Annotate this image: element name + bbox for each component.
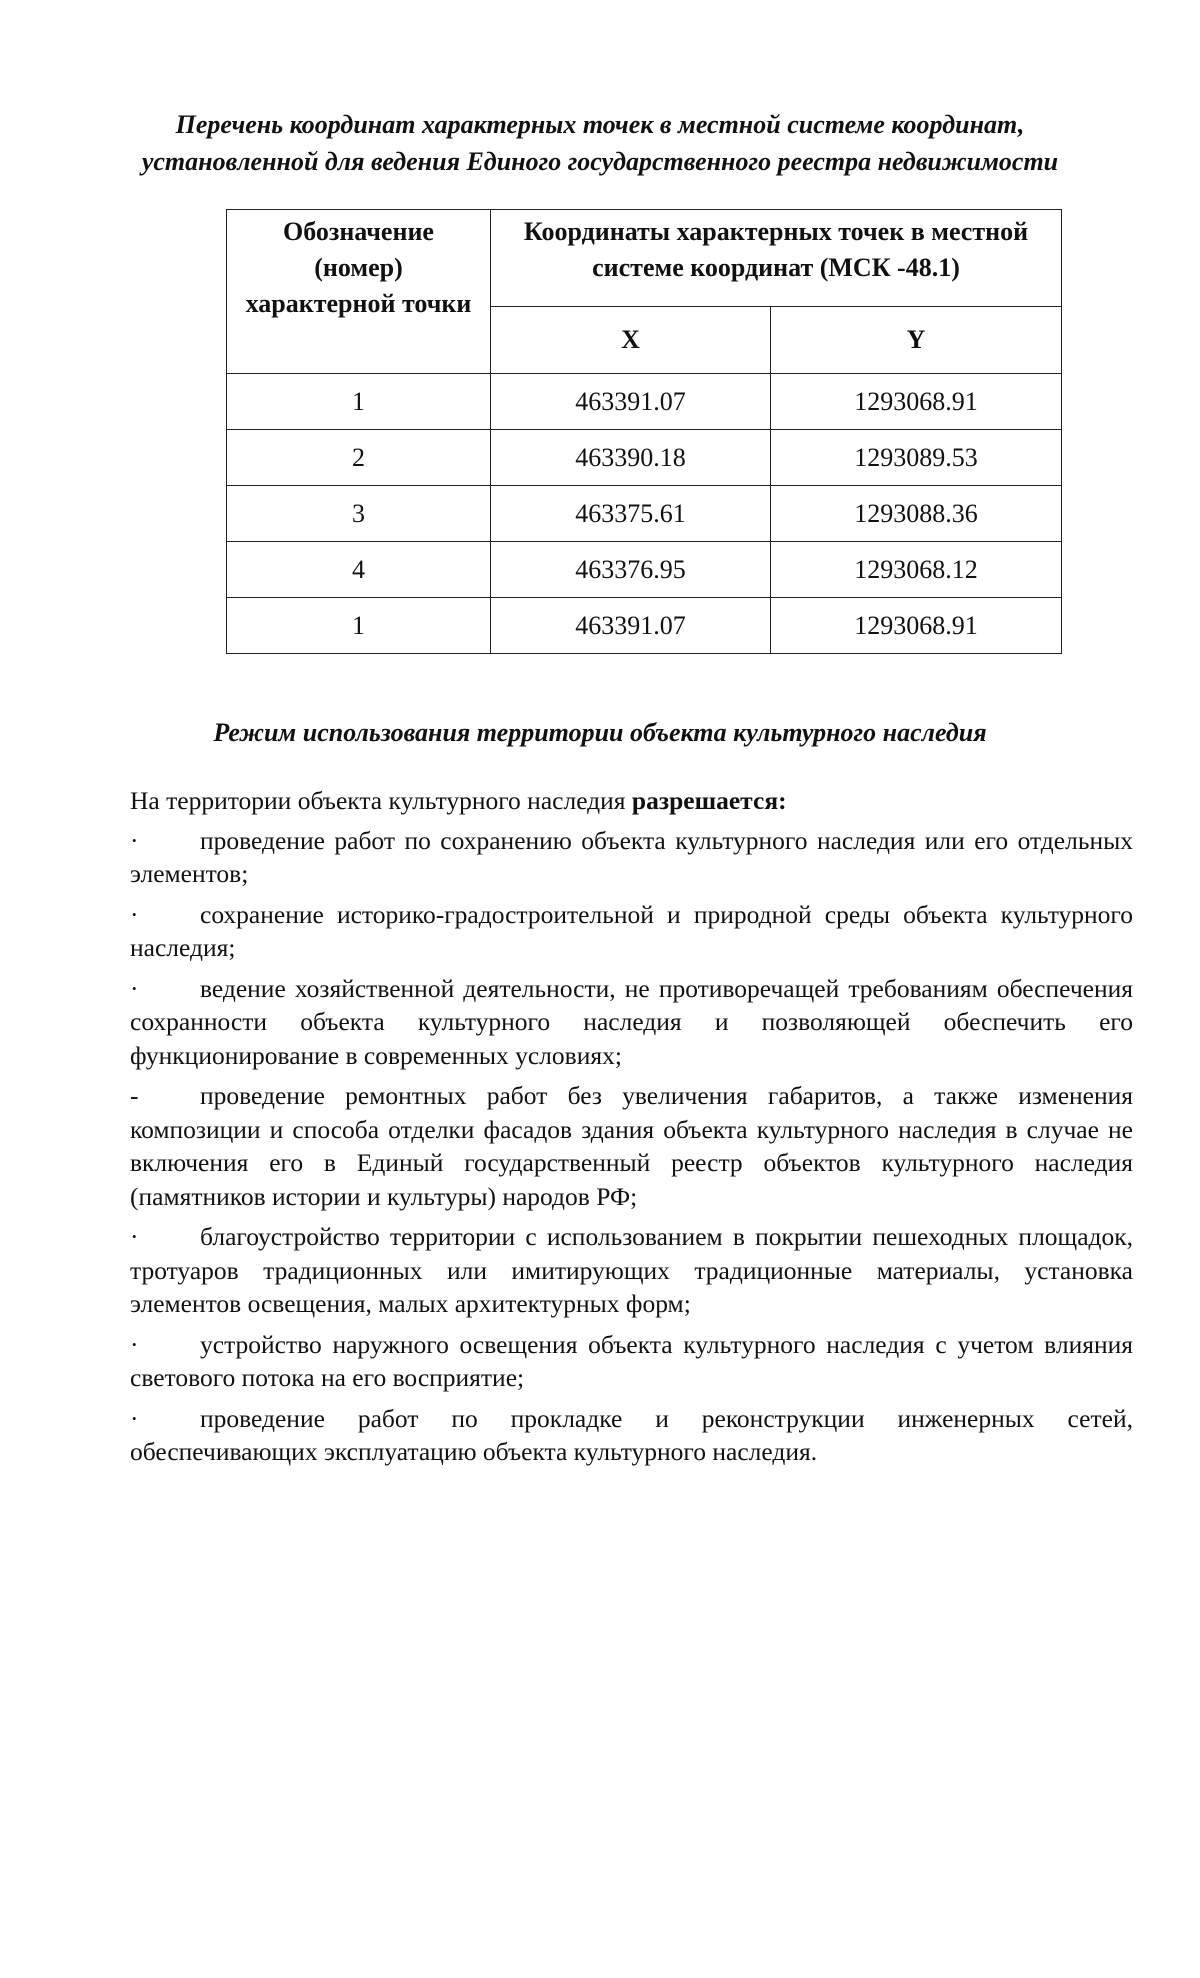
list-item bbox=[130, 1220, 1133, 1321]
header-point-line-3: характерной точки bbox=[245, 289, 472, 318]
document-title bbox=[0, 106, 1200, 180]
header-x: X bbox=[491, 307, 771, 374]
cell-x: 463391.07 bbox=[491, 598, 771, 654]
cell-point: 2 bbox=[227, 430, 491, 486]
bullet-marker: · bbox=[130, 1222, 139, 1251]
document-title-line-1: Перечень координат характерных точек в местной системе координат, bbox=[175, 110, 1025, 139]
cell-y: 1293068.91 bbox=[771, 374, 1062, 430]
list-item bbox=[130, 1079, 1133, 1213]
cell-x: 463390.18 bbox=[491, 430, 771, 486]
list-item-text: проведение ремонтных работ без увеличения габаритов, а также изменения композиции и способа отделки фасадов здания объекта культурного наследия в случае не включения его в Единый государственный реестр объектов культурного наследия (памятников истории и культуры) народов РФ; bbox=[130, 1081, 1133, 1211]
header-y: Y bbox=[771, 307, 1062, 374]
regime-heading: Режим использования территории объекта культурного наследия bbox=[213, 718, 987, 747]
table-row bbox=[227, 486, 1062, 542]
header-coordinates bbox=[491, 210, 1062, 307]
table-row bbox=[227, 374, 1062, 430]
header-point-line-1: Обозначение bbox=[283, 217, 434, 246]
bullet-marker: · bbox=[130, 973, 139, 1003]
cell-y: 1293088.36 bbox=[771, 486, 1062, 542]
list-item bbox=[130, 972, 1133, 1073]
list-item-text: проведение работ по сохранению объекта культурного наследия или его отдельных элементов; bbox=[130, 825, 1133, 888]
bullet-marker: · bbox=[130, 899, 139, 929]
bullet-marker: · bbox=[130, 1403, 139, 1433]
list-item-text: благоустройство территории с использованием в покрытии пешеходных площадок, тротуаров традиционных или имитирующих традиционные материалы, установка элементов освещения, малых архитектурных форм; bbox=[130, 1222, 1133, 1318]
table-row bbox=[227, 598, 1062, 654]
list-item-text: сохранение историко-градостроительной и природной среды объекта культурного наследия; bbox=[130, 899, 1133, 962]
cell-point: 1 bbox=[227, 374, 491, 430]
table-row bbox=[227, 542, 1062, 598]
list-item bbox=[130, 898, 1133, 965]
header-coordinates-line-1: Координаты характерных точек в местной bbox=[523, 217, 1029, 246]
regime-intro-text: На территории объекта культурного наследия bbox=[130, 786, 632, 815]
list-item-text: ведение хозяйственной деятельности, не противоречащей требованиям обеспечения сохранности объекта культурного наследия и позволяющей обеспечить его функционирование в современных условиях; bbox=[130, 973, 1133, 1070]
cell-point: 3 bbox=[227, 486, 491, 542]
cell-point: 4 bbox=[227, 542, 491, 598]
list-item bbox=[130, 824, 1133, 891]
cell-y: 1293068.12 bbox=[771, 542, 1062, 598]
cell-y: 1293089.53 bbox=[771, 430, 1062, 486]
cell-y: 1293068.91 bbox=[771, 598, 1062, 654]
regime-body bbox=[130, 784, 1133, 1476]
cell-x: 463391.07 bbox=[491, 374, 771, 430]
header-coordinates-line-2: системе координат (МСК -48.1) bbox=[592, 253, 960, 282]
list-item bbox=[130, 1402, 1133, 1469]
cell-point: 1 bbox=[227, 598, 491, 654]
dash-marker: - bbox=[130, 1081, 139, 1110]
list-item-text: проведение работ по прокладке и реконструкции инженерных сетей, обеспечивающих эксплуатацию объекта культурного наследия. bbox=[130, 1403, 1133, 1466]
document-title-line-2: установленной для ведения Единого государственного реестра недвижимости bbox=[141, 147, 1059, 176]
table-row bbox=[227, 430, 1062, 486]
header-point-designation bbox=[227, 210, 491, 374]
cell-x: 463376.95 bbox=[491, 542, 771, 598]
list-item-text: устройство наружного освещения объекта культурного наследия с учетом влияния светового потока на его восприятие; bbox=[130, 1329, 1133, 1392]
list-item bbox=[130, 1328, 1133, 1395]
regime-intro bbox=[130, 784, 1133, 818]
header-point-line-2: (номер) bbox=[314, 253, 403, 282]
bullet-marker: · bbox=[130, 825, 139, 855]
regime-intro-bold: разрешается: bbox=[631, 786, 787, 815]
coordinates-table bbox=[226, 209, 1062, 654]
cell-x: 463375.61 bbox=[491, 486, 771, 542]
bullet-marker: · bbox=[130, 1329, 139, 1359]
